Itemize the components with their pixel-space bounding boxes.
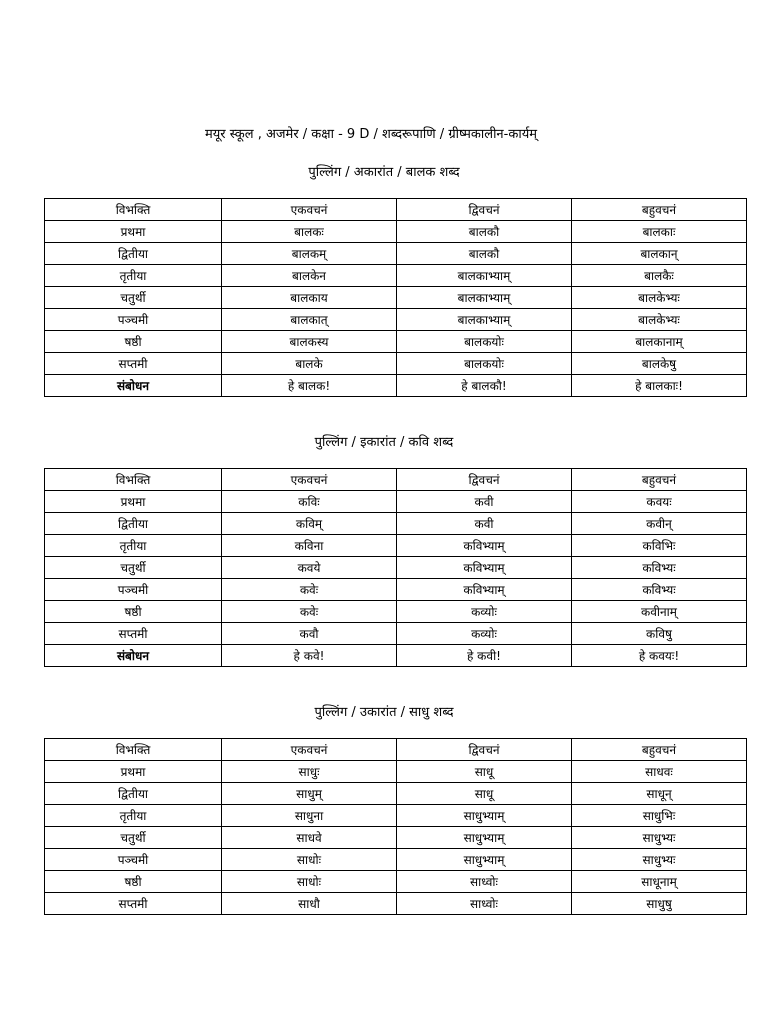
dual-cell: बालकौ bbox=[397, 243, 572, 265]
section-heading-balak: पुल्लिंग / अकारांत / बालक शब्द bbox=[308, 165, 460, 180]
header-cell: विभक्ति bbox=[45, 199, 222, 221]
singular-cell: बालकाय bbox=[222, 287, 397, 309]
plural-cell: कविभिः bbox=[572, 535, 747, 557]
table-row bbox=[45, 783, 747, 805]
table-header-row bbox=[45, 469, 747, 491]
table-row bbox=[45, 601, 747, 623]
table-row bbox=[45, 513, 747, 535]
case-cell: तृतीया bbox=[45, 265, 222, 287]
plural-cell: साधुषु bbox=[572, 893, 747, 915]
case-cell: तृतीया bbox=[45, 535, 222, 557]
case-cell: तृतीया bbox=[45, 805, 222, 827]
singular-cell: साधोः bbox=[222, 849, 397, 871]
header-cell: द्विवचनं bbox=[397, 739, 572, 761]
declension-table-sadhu bbox=[44, 738, 747, 915]
singular-cell: साधौ bbox=[222, 893, 397, 915]
case-cell: द्वितीया bbox=[45, 243, 222, 265]
table-row bbox=[45, 579, 747, 601]
plural-cell: साधूनाम् bbox=[572, 871, 747, 893]
dual-cell: साध्वोः bbox=[397, 871, 572, 893]
dual-cell: हे बालकौ! bbox=[397, 375, 572, 397]
table-row bbox=[45, 375, 747, 397]
header-cell: द्विवचनं bbox=[397, 469, 572, 491]
table-row bbox=[45, 645, 747, 667]
declension-table-balak bbox=[44, 198, 747, 397]
case-cell: चतुर्थी bbox=[45, 557, 222, 579]
plural-cell: हे बालकाः! bbox=[572, 375, 747, 397]
dual-cell: कवी bbox=[397, 513, 572, 535]
plural-cell: बालकानाम् bbox=[572, 331, 747, 353]
plural-cell: कवीनाम् bbox=[572, 601, 747, 623]
header-cell: एकवचनं bbox=[222, 739, 397, 761]
case-cell: द्वितीया bbox=[45, 513, 222, 535]
header-cell: एकवचनं bbox=[222, 199, 397, 221]
case-cell: पञ्चमी bbox=[45, 309, 222, 331]
plural-cell: साधवः bbox=[572, 761, 747, 783]
section-heading-sadhu: पुल्लिंग / उकारांत / साधु शब्द bbox=[314, 705, 454, 720]
plural-cell: साधून् bbox=[572, 783, 747, 805]
singular-cell: कवेः bbox=[222, 579, 397, 601]
singular-cell: हे कवे! bbox=[222, 645, 397, 667]
dual-cell: बालकाभ्याम् bbox=[397, 265, 572, 287]
plural-cell: कविभ्यः bbox=[572, 557, 747, 579]
table-row bbox=[45, 221, 747, 243]
singular-cell: बालकम् bbox=[222, 243, 397, 265]
dual-cell: हे कवी! bbox=[397, 645, 572, 667]
singular-cell: साधुः bbox=[222, 761, 397, 783]
plural-cell: बालकेभ्यः bbox=[572, 287, 747, 309]
singular-cell: साधुम् bbox=[222, 783, 397, 805]
case-cell: प्रथमा bbox=[45, 491, 222, 513]
singular-cell: बालके bbox=[222, 353, 397, 375]
case-cell: द्वितीया bbox=[45, 783, 222, 805]
dual-cell: साधू bbox=[397, 783, 572, 805]
plural-cell: कविभ्यः bbox=[572, 579, 747, 601]
case-cell: षष्ठी bbox=[45, 601, 222, 623]
header-cell: बहुवचनं bbox=[572, 469, 747, 491]
plural-cell: बालकेभ्यः bbox=[572, 309, 747, 331]
header-cell: विभक्ति bbox=[45, 469, 222, 491]
table-row bbox=[45, 761, 747, 783]
singular-cell: कवौ bbox=[222, 623, 397, 645]
singular-cell: कवेः bbox=[222, 601, 397, 623]
table-row bbox=[45, 331, 747, 353]
case-cell: पञ्चमी bbox=[45, 849, 222, 871]
dual-cell: साधुभ्याम् bbox=[397, 805, 572, 827]
declension-table-kavi bbox=[44, 468, 747, 667]
case-cell: प्रथमा bbox=[45, 761, 222, 783]
table-row bbox=[45, 353, 747, 375]
case-cell: संबोधन bbox=[45, 375, 222, 397]
singular-cell: कवये bbox=[222, 557, 397, 579]
table-header-row bbox=[45, 199, 747, 221]
table-header-row bbox=[45, 739, 747, 761]
case-cell: चतुर्थी bbox=[45, 827, 222, 849]
case-cell: पञ्चमी bbox=[45, 579, 222, 601]
dual-cell: बालकौ bbox=[397, 221, 572, 243]
dual-cell: साधुभ्याम् bbox=[397, 827, 572, 849]
singular-cell: साधोः bbox=[222, 871, 397, 893]
plural-cell: साधुभिः bbox=[572, 805, 747, 827]
table-row bbox=[45, 557, 747, 579]
table-row bbox=[45, 893, 747, 915]
case-cell: सप्तमी bbox=[45, 353, 222, 375]
plural-cell: बालकैः bbox=[572, 265, 747, 287]
singular-cell: कविना bbox=[222, 535, 397, 557]
dual-cell: साध्वोः bbox=[397, 893, 572, 915]
dual-cell: साधू bbox=[397, 761, 572, 783]
table-row bbox=[45, 243, 747, 265]
dual-cell: कविभ्याम् bbox=[397, 557, 572, 579]
section-heading-kavi: पुल्लिंग / इकारांत / कवि शब्द bbox=[314, 435, 454, 450]
plural-cell: कवयः bbox=[572, 491, 747, 513]
case-cell: चतुर्थी bbox=[45, 287, 222, 309]
singular-cell: कविम् bbox=[222, 513, 397, 535]
plural-cell: हे कवयः! bbox=[572, 645, 747, 667]
dual-cell: बालकयोः bbox=[397, 331, 572, 353]
plural-cell: बालकेषु bbox=[572, 353, 747, 375]
case-cell: षष्ठी bbox=[45, 331, 222, 353]
table-row bbox=[45, 827, 747, 849]
case-cell: षष्ठी bbox=[45, 871, 222, 893]
case-cell: प्रथमा bbox=[45, 221, 222, 243]
dual-cell: बालकाभ्याम् bbox=[397, 287, 572, 309]
header-cell: बहुवचनं bbox=[572, 739, 747, 761]
dual-cell: कव्योः bbox=[397, 601, 572, 623]
singular-cell: कविः bbox=[222, 491, 397, 513]
plural-cell: साधुभ्यः bbox=[572, 849, 747, 871]
singular-cell: बालकेन bbox=[222, 265, 397, 287]
case-cell: संबोधन bbox=[45, 645, 222, 667]
dual-cell: साधुभ्याम् bbox=[397, 849, 572, 871]
table-row bbox=[45, 871, 747, 893]
table-row bbox=[45, 805, 747, 827]
header-cell: बहुवचनं bbox=[572, 199, 747, 221]
singular-cell: साधुना bbox=[222, 805, 397, 827]
dual-cell: कविभ्याम् bbox=[397, 535, 572, 557]
table-row bbox=[45, 535, 747, 557]
singular-cell: बालकः bbox=[222, 221, 397, 243]
header-cell: एकवचनं bbox=[222, 469, 397, 491]
document-title: मयूर स्कूल , अजमेर / कक्षा - 9 D / शब्दरूपाणि / ग्रीष्मकालीन-कार्यम् bbox=[204, 127, 538, 142]
case-cell: सप्तमी bbox=[45, 893, 222, 915]
table-row bbox=[45, 623, 747, 645]
dual-cell: कविभ्याम् bbox=[397, 579, 572, 601]
dual-cell: बालकयोः bbox=[397, 353, 572, 375]
plural-cell: कविषु bbox=[572, 623, 747, 645]
singular-cell: हे बालक! bbox=[222, 375, 397, 397]
plural-cell: साधुभ्यः bbox=[572, 827, 747, 849]
case-cell: सप्तमी bbox=[45, 623, 222, 645]
dual-cell: बालकाभ्याम् bbox=[397, 309, 572, 331]
table-row bbox=[45, 309, 747, 331]
table-row bbox=[45, 265, 747, 287]
header-cell: विभक्ति bbox=[45, 739, 222, 761]
plural-cell: कवीन् bbox=[572, 513, 747, 535]
table-row bbox=[45, 491, 747, 513]
table-row bbox=[45, 849, 747, 871]
singular-cell: बालकात् bbox=[222, 309, 397, 331]
plural-cell: बालकाः bbox=[572, 221, 747, 243]
table-row bbox=[45, 287, 747, 309]
dual-cell: कव्योः bbox=[397, 623, 572, 645]
singular-cell: बालकस्य bbox=[222, 331, 397, 353]
dual-cell: कवी bbox=[397, 491, 572, 513]
header-cell: द्विवचनं bbox=[397, 199, 572, 221]
singular-cell: साधवे bbox=[222, 827, 397, 849]
plural-cell: बालकान् bbox=[572, 243, 747, 265]
